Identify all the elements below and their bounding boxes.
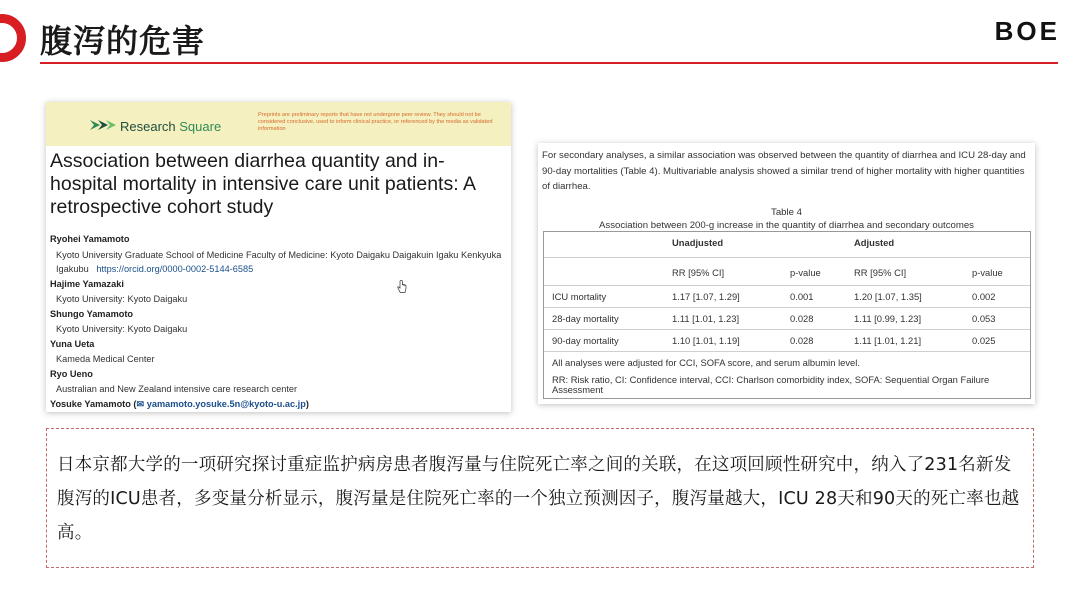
rr-unadjusted-cell: 1.11 [1.01, 1.23]: [672, 313, 740, 324]
rr-unadjusted-cell: 1.17 [1.07, 1.29]: [672, 291, 740, 302]
author-email-link[interactable]: yamamoto.yosuke.5n@kyoto-u.ac.jp: [146, 398, 306, 409]
outcome-cell: 90-day mortality: [552, 335, 619, 346]
research-square-logo-icon: [90, 116, 116, 134]
table-title: Association between 200-g increase in the quantity of diarrhea and secondary outcomes: [599, 220, 974, 231]
table-footnote-abbreviations: RR: Risk ratio, CI: Confidence interval, CCI: Charlson comorbidity index, SOFA: Sequential Organ Failure Assessment: [552, 374, 990, 395]
title-divider: [40, 62, 1058, 64]
p-unadjusted-cell: 0.028: [790, 313, 814, 324]
table-row: [544, 308, 1030, 330]
column-header: p-value: [790, 267, 821, 278]
table-group-header-row: [544, 232, 1030, 258]
column-header: RR [95% CI]: [854, 267, 907, 278]
brand-circle-icon: [0, 14, 26, 62]
hand-cursor-icon: [397, 280, 407, 294]
preprint-note: Preprints are preliminary reports that have not undergone peer review. They should not be considered conclusive, used to inform clinical practice, or referenced by the media as validated information: [258, 112, 493, 132]
p-adjusted-cell: 0.053: [972, 313, 996, 324]
slide-title: 腹泻的危害: [40, 22, 206, 60]
outcome-cell: ICU mortality: [552, 291, 607, 302]
author-affiliation: Australian and New Zealand intensive care research center: [56, 384, 298, 394]
orcid-link[interactable]: https://orcid.org/0000-0002-5144-6585: [96, 264, 254, 274]
table-footnote-adjustment: All analyses were adjusted for CCI, SOFA score, and serum albumin level.: [552, 357, 860, 368]
author-name: Yosuke Yamamoto: [50, 398, 131, 409]
paper-title: Association between diarrhea quantity and in-hospital mortality in intensive care unit patients: A retrospective cohort study: [50, 150, 475, 218]
author-name: Shungo Yamamoto: [50, 308, 134, 319]
group-header-adjusted: Adjusted: [854, 237, 895, 248]
author-affiliation: Kyoto University: Kyoto Daigaku: [56, 294, 188, 304]
author-name: Ryohei Yamamoto: [50, 234, 130, 244]
brand-text: BOE: [994, 16, 1060, 46]
source-name-part-1: Research: [120, 119, 176, 134]
source-name-part-2: Square: [179, 119, 222, 134]
rr-unadjusted-cell: 1.10 [1.01, 1.19]: [672, 335, 740, 346]
author-name-with-email: Yosuke Yamamoto (✉ yamamoto.yosuke.5n@kyoto-u.ac.jp): [50, 398, 309, 409]
table-row: [544, 330, 1030, 352]
secondary-analysis-text: For secondary analyses, a similar association was observed between the quantity of diarrhea and ICU 28-day and 90-day mortalities (Table 4). Multivariable analysis showed a similar trend of higher mortality with higher quantities of diarrhea.: [542, 150, 1026, 192]
author-list: [50, 232, 508, 412]
paper-card: [46, 102, 511, 412]
author-name: Ryo Ueno: [50, 368, 93, 379]
author-name: Yuna Ueta: [50, 338, 95, 349]
column-header: RR [95% CI]: [672, 267, 725, 278]
author-affiliation: Kyoto University: Kyoto Daigaku: [56, 324, 188, 334]
table-label: Table 4: [771, 207, 802, 218]
table-card: [538, 143, 1035, 404]
summary-text: 日本京都大学的一项研究探讨重症监护病房患者腹泻量与住院死亡率之间的关联，在这项回顾性研究中，纳入了231名新发腹泻的ICU患者，多变量分析显示，腹泻量是住院死亡率的一个独立预测因子，腹泻量越大，ICU 28天和90天的死亡率也越高。: [57, 455, 1020, 543]
p-unadjusted-cell: 0.028: [790, 335, 814, 346]
table-row: [544, 286, 1030, 308]
mail-icon: ✉: [136, 398, 145, 409]
author-name: Hajime Yamazaki: [50, 278, 124, 289]
rr-adjusted-cell: 1.11 [0.99, 1.23]: [854, 313, 922, 324]
author-affiliation: Kameda Medical Center: [56, 354, 155, 364]
p-unadjusted-cell: 0.001: [790, 291, 814, 302]
outcome-cell: 28-day mortality: [552, 313, 619, 324]
rr-adjusted-cell: 1.11 [1.01, 1.21]: [854, 335, 922, 346]
author-affiliation: [50, 248, 508, 277]
p-adjusted-cell: 0.002: [972, 291, 996, 302]
summary-box: [46, 428, 1034, 568]
brand-logo: [995, 16, 1060, 47]
table-header-row: [544, 258, 1030, 286]
source-name: [120, 119, 221, 134]
column-header: p-value: [972, 267, 1003, 278]
outcomes-table: [543, 231, 1031, 399]
preprint-banner: [46, 102, 511, 146]
rr-adjusted-cell: 1.20 [1.07, 1.35]: [854, 291, 922, 302]
group-header-unadjusted: Unadjusted: [672, 237, 724, 248]
affiliation-text: Kyoto University Graduate School of Medicine Faculty of Medicine: Kyoto Daigaku Daigakuin Igaku Kenkyuka Igakubu: [56, 249, 502, 274]
p-adjusted-cell: 0.025: [972, 335, 996, 346]
